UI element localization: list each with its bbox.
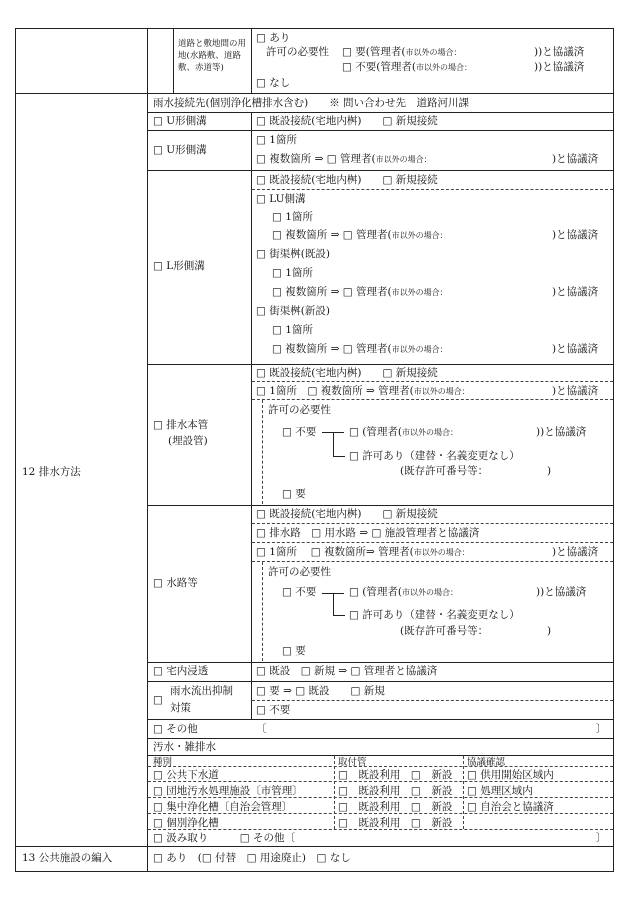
sew-row-type[interactable]: □ 団地汚水処理施設〔市管理〕: [153, 785, 303, 797]
outer-left-border: [15, 28, 16, 872]
pipe-multi[interactable]: □ 1箇所 □ 複数箇所 ⇒ 管理者(市以外の場合：: [256, 385, 470, 397]
other-open: 〔: [256, 723, 267, 735]
other-label[interactable]: □ その他: [153, 723, 198, 735]
water-branch-v: [333, 593, 334, 615]
top-req[interactable]: □ 要(管理者(市以外の場合：: [342, 46, 462, 58]
dash-rain: [252, 700, 613, 701]
pipe-branch-h2: [333, 456, 345, 457]
dash-sew-2: [148, 797, 613, 798]
pipe-label[interactable]: □ 排水本管: [153, 419, 209, 431]
takunai-bottom: [147, 681, 614, 682]
pump-option[interactable]: □ 汲み取り □ その他〔: [153, 832, 296, 844]
u2-label[interactable]: □ U形側溝: [153, 144, 207, 156]
water-permit: 許可の必要性: [268, 566, 331, 578]
rain-opt2[interactable]: □ 不要: [256, 704, 291, 716]
water-bottom: [147, 662, 614, 663]
l-options[interactable]: □ 既設接続(宅地内桝) □ 新規接続: [256, 174, 438, 186]
col-confirm: 協議確認: [467, 757, 506, 768]
dash-sew-head: [148, 766, 613, 767]
sew-row-pipe[interactable]: □ 既設利用 □ 新設: [338, 769, 453, 781]
sew-row-pipe[interactable]: □ 既設利用 □ 新設: [338, 801, 453, 813]
dash-water-v: [262, 562, 263, 661]
water-permitted[interactable]: □ 許可あり（建替・名義変更なし）: [349, 609, 520, 621]
u2-one[interactable]: □ 1箇所: [256, 134, 297, 146]
top-noreq[interactable]: □ 不要(管理者(市以外の場合：: [342, 61, 472, 73]
takunai-options[interactable]: □ 既設 □ 新規 ⇒ □ 管理者と協議済: [256, 665, 438, 677]
rain-checkbox[interactable]: □: [153, 694, 163, 706]
top-ari[interactable]: □ あり: [256, 32, 291, 44]
rain-label-1: 雨水流出抑制: [170, 685, 233, 697]
sec13-top-line: [15, 846, 614, 847]
dash-pipe-1: [252, 381, 613, 382]
sew-row-type[interactable]: □ 個別浄化槽: [153, 817, 219, 829]
sew-row-confirm[interactable]: □ 自治会と協議済: [467, 801, 554, 813]
top-permit: 許可の必要性: [266, 46, 329, 58]
rain-header: 雨水接続先(個別浄化槽排水含む) ※ 問い合わせ先 道路河川課: [153, 97, 470, 109]
pipe-permit: 許可の必要性: [268, 404, 331, 416]
sewage-header-bottom: [147, 755, 614, 756]
dash-water-1: [252, 523, 613, 524]
lu-one[interactable]: □ 1箇所: [272, 211, 313, 223]
sew-row-type[interactable]: □ 集中浄化槽〔自治会管理〕: [153, 801, 293, 813]
dash-sew-4: [148, 829, 613, 830]
pipe-mgr-end: ))と協議済: [536, 426, 587, 438]
pump-close: 〕: [596, 832, 607, 844]
street-old-multi[interactable]: □ 複数箇所 ⇒ □ 管理者(市以外の場合：: [272, 286, 448, 298]
sec13-label: 13 公共施設の編入: [22, 852, 113, 864]
pipe-existing-no: (既存許可番号等：: [400, 465, 489, 477]
top-content-divider: [251, 28, 252, 93]
street-old[interactable]: □ 街渠桝(既設): [256, 248, 330, 260]
u2-multi[interactable]: □ 複数箇所 ⇒ □ 管理者(市以外の場合：: [256, 153, 432, 165]
street-new-kyogi: )と協議済: [552, 343, 599, 355]
rain-bottom: [147, 719, 614, 720]
sec13-options[interactable]: □ あり (□ 付替 □ 用途廃止) □ なし: [153, 852, 351, 864]
land-label: 道路と敷地間の用地(水路敷、道路敷、赤道等): [178, 39, 247, 73]
dash-pipe-v: [262, 400, 263, 504]
sew-row-confirm[interactable]: □ 処理区域内: [467, 785, 533, 797]
sew-row-pipe[interactable]: □ 既設利用 □ 新設: [338, 785, 453, 797]
water-notreq[interactable]: □ 不要: [282, 586, 317, 598]
dash-pipe-2: [252, 399, 613, 400]
pipe-req[interactable]: □ 要: [282, 488, 306, 500]
u1-bottom: [147, 130, 614, 131]
sew-row-type[interactable]: □ 公共下水道: [153, 769, 219, 781]
pipe-options[interactable]: □ 既設接続(宅地内桝) □ 新規接続: [256, 367, 438, 379]
lu-kyogi: )と協議済: [552, 229, 599, 241]
pipe-existing-close: ): [547, 465, 552, 477]
col-pipe: 取付管: [338, 757, 367, 768]
top-subcol-divider: [173, 28, 174, 93]
sec12-top-line: [15, 93, 614, 94]
pipe-kyogi: )と協議済: [552, 385, 599, 397]
water-existing-close: ): [547, 625, 552, 637]
bottom-border: [15, 871, 614, 872]
water-opt1[interactable]: □ 既設接続(宅地内桝) □ 新規接続: [256, 508, 438, 520]
top-noreq-end: ))と協議済: [534, 61, 585, 73]
rain-label-divider: [251, 112, 252, 719]
l-label[interactable]: □ L形側溝: [153, 260, 205, 272]
pipe-label2: (埋設管): [168, 435, 208, 447]
top-req-end: ))と協議済: [534, 46, 585, 58]
dash-sew-3: [148, 813, 613, 814]
top-border: [15, 28, 614, 29]
other-bottom: [147, 738, 614, 739]
water-mgr-end: ))と協議済: [536, 586, 587, 598]
rain-opt1[interactable]: □ 要 ⇒ □ 既設 □ 新規: [256, 685, 385, 697]
pipe-notreq[interactable]: □ 不要: [282, 426, 317, 438]
water-branch-h2: [333, 615, 345, 616]
water-mgr[interactable]: □ (管理者(市以外の場合：: [349, 586, 458, 598]
pipe-mgr[interactable]: □ (管理者(市以外の場合：: [349, 426, 458, 438]
label-column-divider: [147, 28, 148, 872]
street-new-multi[interactable]: □ 複数箇所 ⇒ □ 管理者(市以外の場合：: [272, 343, 448, 355]
water-opt2[interactable]: □ 排水路 □ 用水路 ⇒ □ 施設管理者と協議済: [256, 527, 480, 539]
dash-water-2: [252, 542, 613, 543]
water-kyogi: )と協議済: [552, 546, 599, 558]
water-label[interactable]: □ 水路等: [153, 577, 198, 589]
dash-sew-v2: [463, 756, 464, 829]
street-old-kyogi: )と協議済: [552, 286, 599, 298]
dash-sew-1: [148, 781, 613, 782]
sew-row-pipe[interactable]: □ 既設利用 □ 新設: [338, 817, 453, 829]
lu-option[interactable]: □ LU側溝: [256, 193, 306, 205]
outer-right-border: [613, 28, 614, 872]
u2-bottom: [147, 170, 614, 171]
u1-options[interactable]: □ 既設接続(宅地内桝) □ 新規接続: [256, 115, 438, 127]
pipe-bottom: [147, 505, 614, 506]
water-existing-no: (既存許可番号等：: [400, 625, 489, 637]
l-bottom: [147, 364, 614, 365]
col-type: 種別: [153, 757, 173, 768]
top-nashi[interactable]: □ なし: [256, 77, 291, 89]
sew-row-confirm[interactable]: □ 供用開始区域内: [467, 769, 554, 781]
u1-label[interactable]: □ U形側溝: [153, 115, 207, 127]
lu-multi[interactable]: □ 複数箇所 ⇒ □ 管理者(市以外の場合：: [272, 229, 448, 241]
sewage-header: 汚水・雑排水: [153, 741, 216, 753]
u2-kyogi: )と協議済: [552, 153, 599, 165]
dash-l-1: [252, 189, 613, 190]
water-req[interactable]: □ 要: [282, 645, 306, 657]
rain-header-line: [147, 112, 614, 113]
dash-sew-v1: [334, 756, 335, 829]
takunai-label[interactable]: □ 宅内浸透: [153, 665, 209, 677]
water-multi[interactable]: □ 1箇所 □ 複数箇所⇒ 管理者(市以外の場合：: [256, 546, 470, 558]
street-new[interactable]: □ 街渠桝(新設): [256, 305, 330, 317]
pipe-branch-v: [333, 432, 334, 456]
sec12-label: 12 排水方法: [22, 466, 81, 478]
rain-label-2: 対策: [170, 702, 191, 714]
other-close: 〕: [596, 723, 607, 735]
dash-water-3: [252, 561, 613, 562]
street-old-one[interactable]: □ 1箇所: [272, 267, 313, 279]
pipe-permitted[interactable]: □ 許可あり（建替・名義変更なし）: [349, 450, 520, 462]
street-new-one[interactable]: □ 1箇所: [272, 324, 313, 336]
